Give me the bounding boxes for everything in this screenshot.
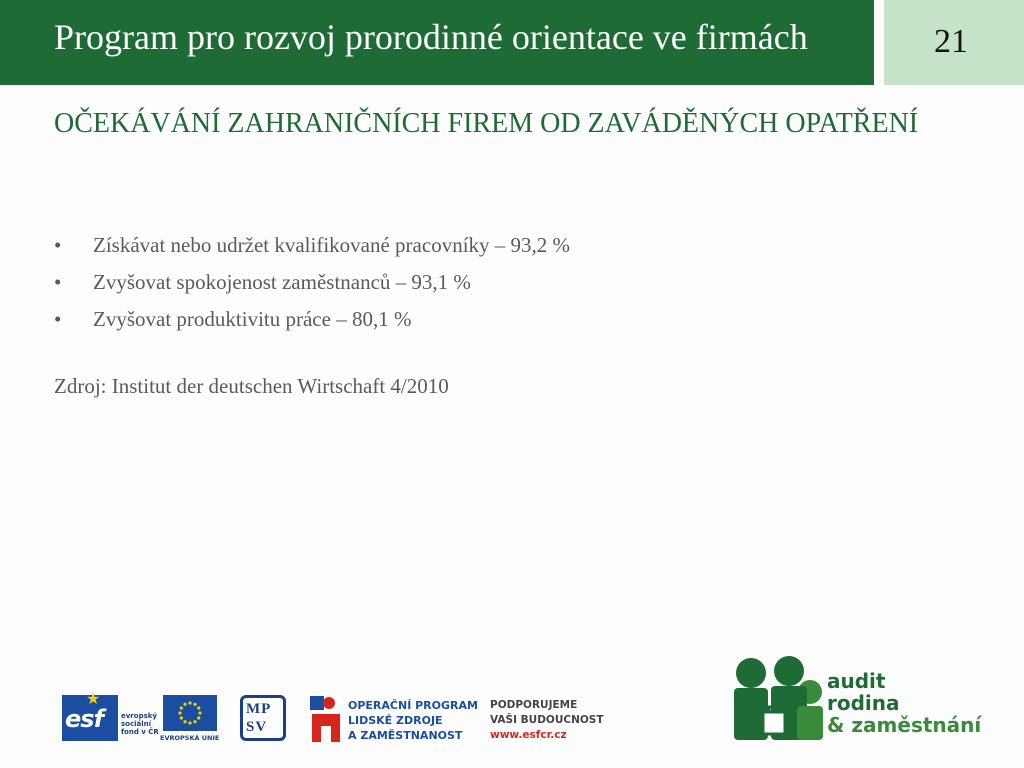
slide-heading: OČEKÁVÁNÍ ZAHRANIČNÍCH FIREM OD ZAVÁDĚNÝCH OPATŘENÍ xyxy=(54,108,919,139)
bullet-list xyxy=(54,227,570,338)
source-citation: Zdroj: Institut der deutschen Wirtschaft 4/2010 xyxy=(54,374,449,398)
audit-logo-text xyxy=(827,670,981,736)
audit-line: audit xyxy=(827,669,886,693)
op-lzz-icon xyxy=(310,696,342,742)
mpsv-logo xyxy=(240,695,286,741)
esf-caption-line: evropský xyxy=(121,712,157,720)
esf-logo-text: esf xyxy=(65,705,104,733)
star-icon: ★ xyxy=(86,691,101,708)
op-lzz-text xyxy=(348,698,478,743)
bullet-text: Zvyšovat produktivitu práce – 80,1 % xyxy=(93,307,412,331)
list-item xyxy=(54,264,570,301)
eu-stars-icon xyxy=(163,695,217,731)
mpsv-text-line: SV xyxy=(246,719,268,735)
mpsv-logo-text xyxy=(246,700,271,736)
list-item xyxy=(54,301,570,338)
bullet-icon: • xyxy=(54,307,62,331)
esf-logo xyxy=(62,691,118,741)
eu-flag-logo xyxy=(163,695,217,731)
esf-caption-line: fond v ČR xyxy=(121,728,159,736)
bullet-icon: • xyxy=(54,233,62,257)
esf-caption-line: sociální xyxy=(121,720,152,728)
podporujeme-text xyxy=(490,698,604,743)
bullet-text: Zvyšovat spokojenost zaměstnanců – 93,1 % xyxy=(93,270,471,294)
audit-line: & zaměstnání xyxy=(827,713,982,737)
op-text-line: A ZAMĚSTNANOST xyxy=(348,729,463,742)
op-text-line: OPERAČNÍ PROGRAM xyxy=(348,699,478,712)
op-text-line: LIDSKÉ ZDROJE xyxy=(348,714,443,727)
audit-line: rodina xyxy=(827,691,900,715)
audit-family-icon xyxy=(731,656,823,740)
podporujeme-line: VAŠI BUDOUCNOST xyxy=(490,714,604,726)
presentation-title: Program pro rozvoj prorodinné orientace ve firmách xyxy=(54,17,808,57)
esfcr-link: www.esfcr.cz xyxy=(490,729,567,741)
page-number: 21 xyxy=(934,23,968,60)
mpsv-text-line: MP xyxy=(246,701,272,717)
bullet-icon: • xyxy=(54,270,62,294)
bullet-text: Získávat nebo udržet kvalifikované pracovníky – 93,2 % xyxy=(93,233,571,257)
podporujeme-line: PODPORUJEME xyxy=(490,699,578,711)
esf-caption xyxy=(121,712,159,736)
header-bar xyxy=(0,0,874,85)
page-number-box xyxy=(884,0,1024,85)
list-item xyxy=(54,227,570,264)
eu-caption: EVROPSKÁ UNIE xyxy=(160,734,220,742)
